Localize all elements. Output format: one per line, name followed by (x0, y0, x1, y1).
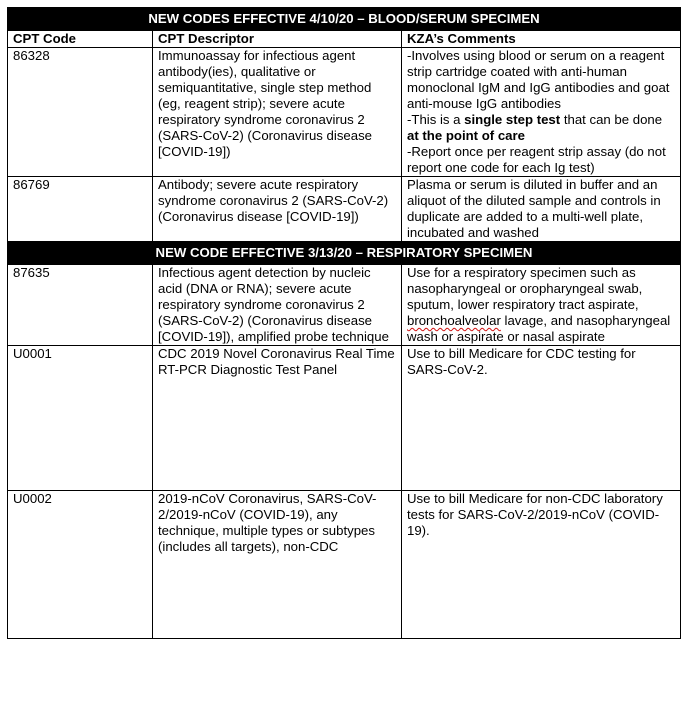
cpt-code-cell: U0001 (8, 346, 153, 491)
comment-cell: Plasma or serum is diluted in buffer and an aliquot of the diluted sample and controls in duplicate are added to a multi-well plate, incubated and washed (402, 177, 681, 242)
comment-cell (402, 48, 681, 177)
column-header-row (8, 31, 681, 48)
cpt-descriptor-cell: Immunoassay for infectious agent antibody(ies), qualitative or semiquantitative, single step method (eg, reagent strip); severe acute respiratory syndrome coronavirus 2 (SARS-CoV-2) (Coronavirus disease [COVID-19]) (153, 48, 402, 177)
cpt-code-cell: 86328 (8, 48, 153, 177)
comment-text: lavage, and nasopharyngeal wash or aspirate or nasal aspirate (407, 313, 671, 344)
comment-text: -This is a (407, 112, 465, 127)
comment-cell: Use to bill Medicare for non-CDC laboratory tests for SARS-CoV-2/2019-nCoV (COVID-19). (402, 491, 681, 639)
section-header-respiratory (8, 242, 681, 265)
section-header-blood-serum (8, 8, 681, 31)
column-header-comments: KZA’s Comments (402, 31, 681, 48)
comment-line: -Involves using blood or serum on a reagent strip cartridge coated with anti-human monoclonal IgM and IgG antibodies and goat anti-mouse IgG antibodies (407, 48, 670, 111)
cpt-code-cell: 87635 (8, 265, 153, 346)
cpt-descriptor-cell: 2019-nCoV Coronavirus, SARS-CoV-2/2019-nCoV (COVID-19), any technique, multiple types or subtypes (includes all targets), non-CDC (153, 491, 402, 639)
cpt-codes-document (7, 7, 680, 639)
cpt-codes-table (7, 7, 681, 639)
comment-line: -Report once per reagent strip assay (do not report one code for each Ig test) (407, 144, 666, 175)
spellcheck-flagged-word: bronchoalveolar (407, 313, 501, 328)
section-title-blood-serum: NEW CODES EFFECTIVE 4/10/20 – BLOOD/SERUM SPECIMEN (8, 8, 681, 31)
comment-text: that can be done (560, 112, 663, 127)
comment-cell: Use to bill Medicare for CDC testing for SARS-CoV-2. (402, 346, 681, 491)
comment-emphasis: single step test (464, 112, 561, 127)
cpt-descriptor-cell: Infectious agent detection by nucleic acid (DNA or RNA); severe acute respiratory syndrome coronavirus 2 (SARS-CoV-2) (Coronavirus disease [COVID-19]), amplified probe technique (153, 265, 402, 346)
cpt-code-cell: U0002 (8, 491, 153, 639)
column-header-cpt-code: CPT Code (8, 31, 153, 48)
table-row (8, 48, 681, 177)
comment-emphasis: at the point of care (407, 128, 525, 143)
column-header-cpt-descriptor: CPT Descriptor (153, 31, 402, 48)
table-row (8, 491, 681, 639)
section-title-respiratory: NEW CODE EFFECTIVE 3/13/20 – RESPIRATORY SPECIMEN (8, 242, 681, 265)
cpt-descriptor-cell: Antibody; severe acute respiratory syndrome coronavirus 2 (SARS-CoV-2) (Coronavirus disease [COVID-19]) (153, 177, 402, 242)
table-row (8, 177, 681, 242)
table-row (8, 265, 681, 346)
table-row (8, 346, 681, 491)
comment-line (407, 112, 675, 144)
comment-cell (402, 265, 681, 346)
cpt-code-cell: 86769 (8, 177, 153, 242)
comment-text: Use for a respiratory specimen such as nasopharyngeal or oropharyngeal swab, sputum, lower respiratory tract aspirate, (407, 265, 643, 312)
cpt-descriptor-cell: CDC 2019 Novel Coronavirus Real Time RT-PCR Diagnostic Test Panel (153, 346, 402, 491)
